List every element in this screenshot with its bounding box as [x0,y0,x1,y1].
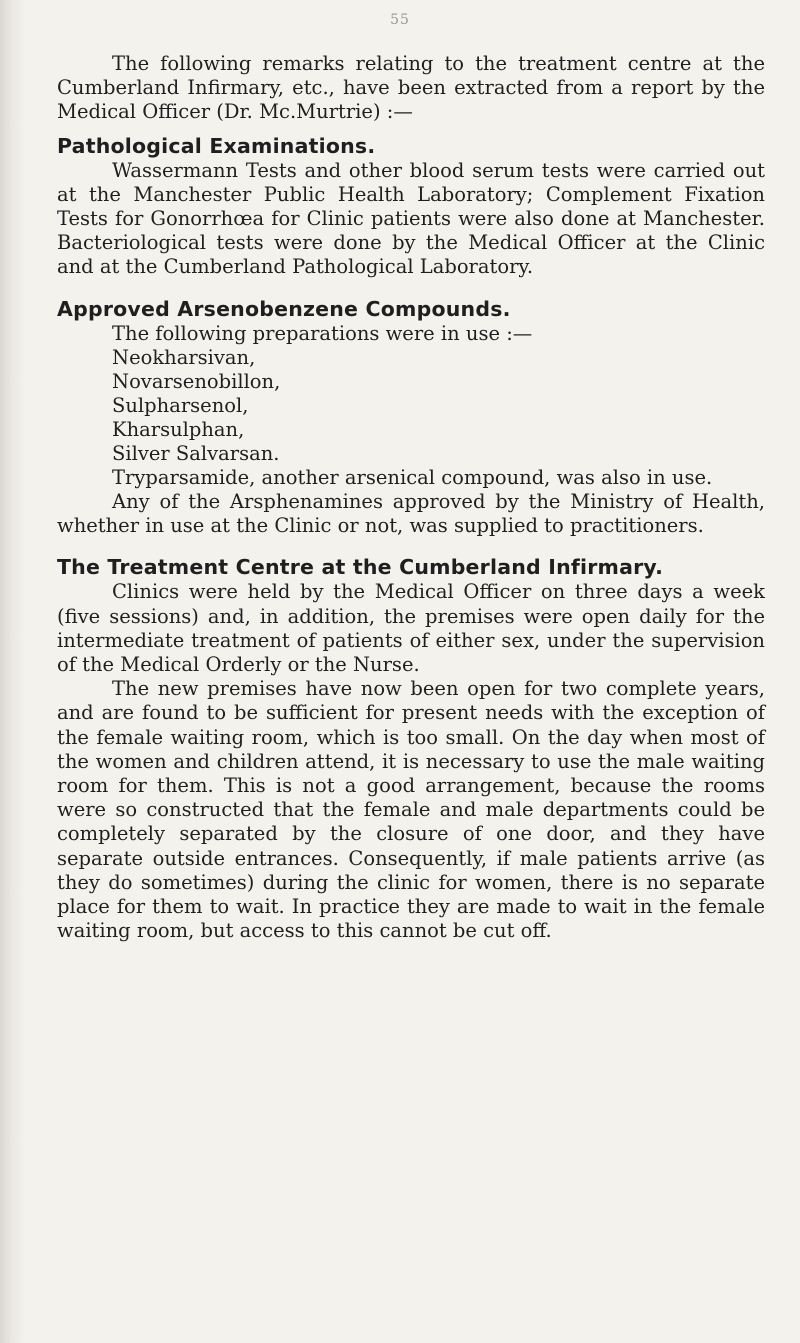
section-heading-treatment-centre: The Treatment Centre at the Cumberland Infirmary. [57,555,664,580]
arsenobenzene-lead: The following preparations were in use :— [112,321,533,345]
document-body [57,52,765,943]
list-item: Neokharsivan, [112,345,256,369]
preparations-list [57,346,765,466]
tryparsamide-paragraph: Tryparsamide, another arsenical compound, was also in use. [112,465,713,489]
list-item: Novarsenobillon, [112,369,281,393]
list-item: Kharsulphan, [112,417,245,441]
premises-paragraph: The new premises have now been open for two complete years, and are found to be sufficient for present needs with the exception of the female waiting room, which is too small. On the day when most of the women and children attend, it is necessary to use the male waiting room for them. This is not a good arrangement, because the rooms were so constructed that the female and male departments could be completely separated by the closure of one door, and they have separate outside entrances. Consequently, if male patients arrive (as they do sometimes) during the clinic for women, there is no separate place for them to wait. In practice they are made to wait in the female waiting room, but access to this cannot be cut off. [57,677,765,943]
arsphenamines-paragraph: Any of the Arsphenamines approved by the Ministry of Health, whether in use at the Clinic or not, was supplied to practitioners. [57,490,765,538]
section-heading-pathological: Pathological Examinations. [57,133,376,158]
section-heading-arsenobenzene: Approved Arsenobenzene Compounds. [57,296,511,321]
clinics-paragraph: Clinics were held by the Medical Officer on three days a week (five sessions) and, in addition, the premises were open daily for the intermediate treatment of patients of either sex, under the supervision of the Medical Orderly or the Nurse. [57,580,765,677]
page-number: 55 [390,12,410,28]
list-item: Sulpharsenol, [112,393,249,417]
pathological-paragraph: Wassermann Tests and other blood serum tests were carried out at the Manchester Public Health Laboratory; Complement Fixation Tests for Gonorrhœa for Clinic patients were also done at Manchester. Bacteriological tests were done by the Medical Officer at the Clinic and at the Cumberland Pathological Laboratory. [57,158,765,279]
list-item: Silver Salvarsan. [112,441,280,465]
page-edge-shadow [0,0,26,1343]
intro-paragraph: The following remarks relating to the treatment centre at the Cumberland Infirmary, etc., have been extracted from a report by the Medical Officer (Dr. Mc.Murtrie) :— [57,52,765,124]
